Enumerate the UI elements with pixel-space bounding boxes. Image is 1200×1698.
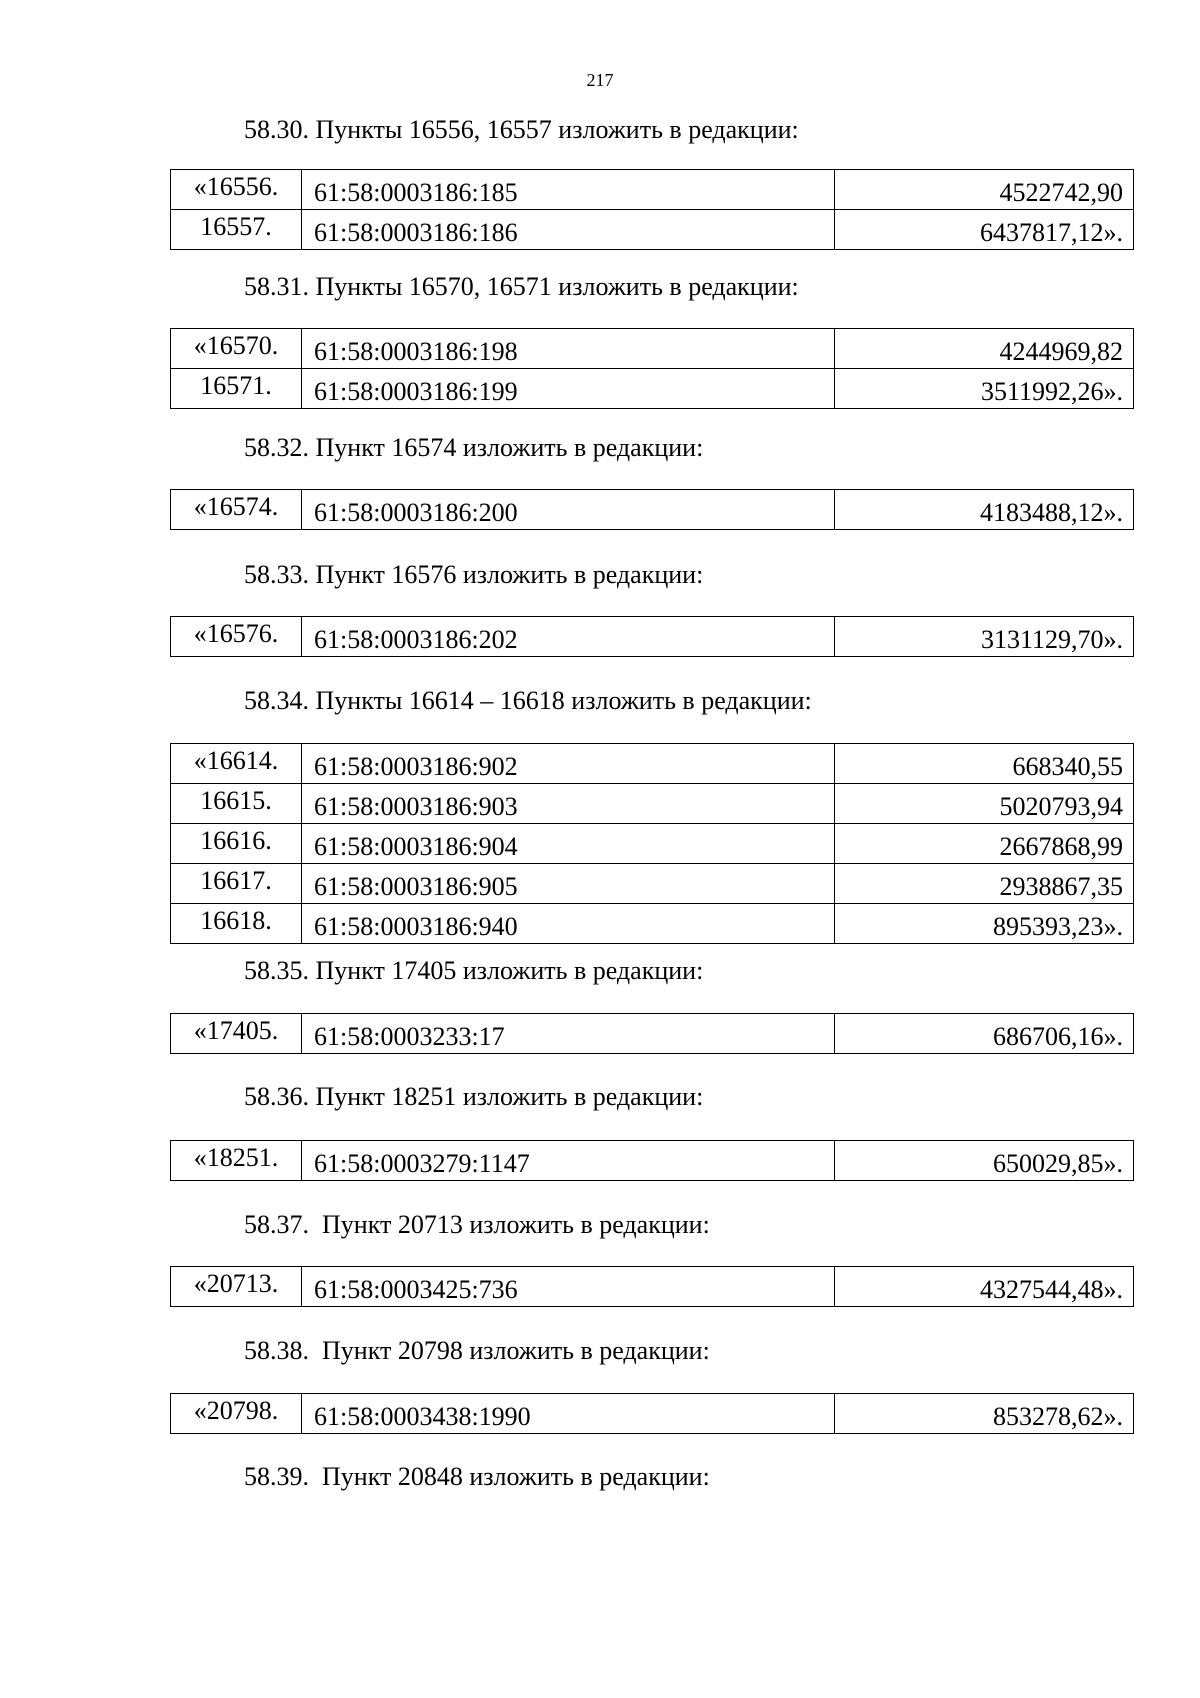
cadastral-value: 895393,23». bbox=[835, 904, 1134, 944]
section-heading: 58.31. Пункты 16570, 16571 изложить в редакции: bbox=[244, 272, 799, 301]
cadastral-number: 61:58:0003186:902 bbox=[302, 744, 835, 784]
cadastral-number: 61:58:0003186:903 bbox=[302, 784, 835, 824]
item-number: 16571. bbox=[171, 369, 302, 409]
item-number: «16574. bbox=[171, 490, 302, 530]
table-row bbox=[171, 904, 1134, 944]
cadastral-value: 4183488,12». bbox=[835, 490, 1134, 530]
cadastral-value: 3511992,26». bbox=[835, 369, 1134, 409]
cadastral-value: 5020793,94 bbox=[835, 784, 1134, 824]
cadastral-number: 61:58:0003233:17 bbox=[302, 1014, 835, 1054]
table-row bbox=[171, 210, 1134, 250]
table-row bbox=[171, 864, 1134, 904]
section-heading: 58.32. Пункт 16574 изложить в редакции: bbox=[244, 433, 704, 462]
section-heading: 58.39. Пункт 20848 изложить в редакции: bbox=[244, 1462, 710, 1491]
cadastral-value: 3131129,70». bbox=[835, 617, 1134, 657]
item-number: 16616. bbox=[171, 824, 302, 864]
item-number: «18251. bbox=[171, 1141, 302, 1181]
section-heading: 58.36. Пункт 18251 изложить в редакции: bbox=[244, 1082, 704, 1111]
table-row bbox=[171, 1267, 1134, 1307]
cadastral-number: 61:58:0003186:186 bbox=[302, 210, 835, 250]
table-row bbox=[171, 784, 1134, 824]
item-number: «16570. bbox=[171, 329, 302, 369]
item-number: 16615. bbox=[171, 784, 302, 824]
cadastral-number: 61:58:0003186:200 bbox=[302, 490, 835, 530]
cadastral-value: 650029,85». bbox=[835, 1141, 1134, 1181]
table-row bbox=[171, 1014, 1134, 1054]
cadastral-number: 61:58:0003279:1147 bbox=[302, 1141, 835, 1181]
section-heading: 58.37. Пункт 20713 изложить в редакции: bbox=[244, 1210, 710, 1239]
cadastral-number: 61:58:0003186:904 bbox=[302, 824, 835, 864]
cadastral-number: 61:58:0003438:1990 bbox=[302, 1394, 835, 1434]
cadastral-number: 61:58:0003186:905 bbox=[302, 864, 835, 904]
cadastral-number: 61:58:0003186:202 bbox=[302, 617, 835, 657]
section-heading: 58.34. Пункты 16614 – 16618 изложить в редакции: bbox=[244, 686, 812, 715]
page-number: 217 bbox=[586, 70, 614, 90]
item-number: 16618. bbox=[171, 904, 302, 944]
item-number: «20713. bbox=[171, 1267, 302, 1307]
cadastral-table bbox=[170, 1393, 1134, 1434]
table-row bbox=[171, 1394, 1134, 1434]
cadastral-table bbox=[170, 328, 1134, 409]
cadastral-value: 2938867,35 bbox=[835, 864, 1134, 904]
table-row bbox=[171, 617, 1134, 657]
item-number: 16617. bbox=[171, 864, 302, 904]
cadastral-value: 668340,55 bbox=[835, 744, 1134, 784]
cadastral-table bbox=[170, 169, 1134, 250]
cadastral-value: 2667868,99 bbox=[835, 824, 1134, 864]
cadastral-table bbox=[170, 1013, 1134, 1054]
cadastral-number: 61:58:0003425:736 bbox=[302, 1267, 835, 1307]
item-number: «16614. bbox=[171, 744, 302, 784]
item-number: «17405. bbox=[171, 1014, 302, 1054]
cadastral-number: 61:58:0003186:198 bbox=[302, 329, 835, 369]
cadastral-table bbox=[170, 489, 1134, 530]
cadastral-table bbox=[170, 616, 1134, 657]
section-heading: 58.38. Пункт 20798 изложить в редакции: bbox=[244, 1336, 710, 1365]
cadastral-value: 4327544,48». bbox=[835, 1267, 1134, 1307]
cadastral-value: 853278,62». bbox=[835, 1394, 1134, 1434]
item-number: «16556. bbox=[171, 170, 302, 210]
cadastral-number: 61:58:0003186:185 bbox=[302, 170, 835, 210]
table-row bbox=[171, 170, 1134, 210]
cadastral-value: 6437817,12». bbox=[835, 210, 1134, 250]
section-heading: 58.30. Пункты 16556, 16557 изложить в редакции: bbox=[244, 115, 799, 144]
cadastral-number: 61:58:0003186:199 bbox=[302, 369, 835, 409]
table-row bbox=[171, 369, 1134, 409]
table-row bbox=[171, 490, 1134, 530]
section-heading: 58.33. Пункт 16576 изложить в редакции: bbox=[244, 560, 704, 589]
table-row bbox=[171, 744, 1134, 784]
cadastral-value: 686706,16». bbox=[835, 1014, 1134, 1054]
table-row bbox=[171, 329, 1134, 369]
item-number: 16557. bbox=[171, 210, 302, 250]
table-row bbox=[171, 824, 1134, 864]
item-number: «16576. bbox=[171, 617, 302, 657]
cadastral-table bbox=[170, 743, 1134, 944]
section-heading: 58.35. Пункт 17405 изложить в редакции: bbox=[244, 956, 704, 985]
cadastral-table bbox=[170, 1140, 1134, 1181]
cadastral-value: 4522742,90 bbox=[835, 170, 1134, 210]
cadastral-table bbox=[170, 1266, 1134, 1307]
item-number: «20798. bbox=[171, 1394, 302, 1434]
table-row bbox=[171, 1141, 1134, 1181]
cadastral-number: 61:58:0003186:940 bbox=[302, 904, 835, 944]
cadastral-value: 4244969,82 bbox=[835, 329, 1134, 369]
